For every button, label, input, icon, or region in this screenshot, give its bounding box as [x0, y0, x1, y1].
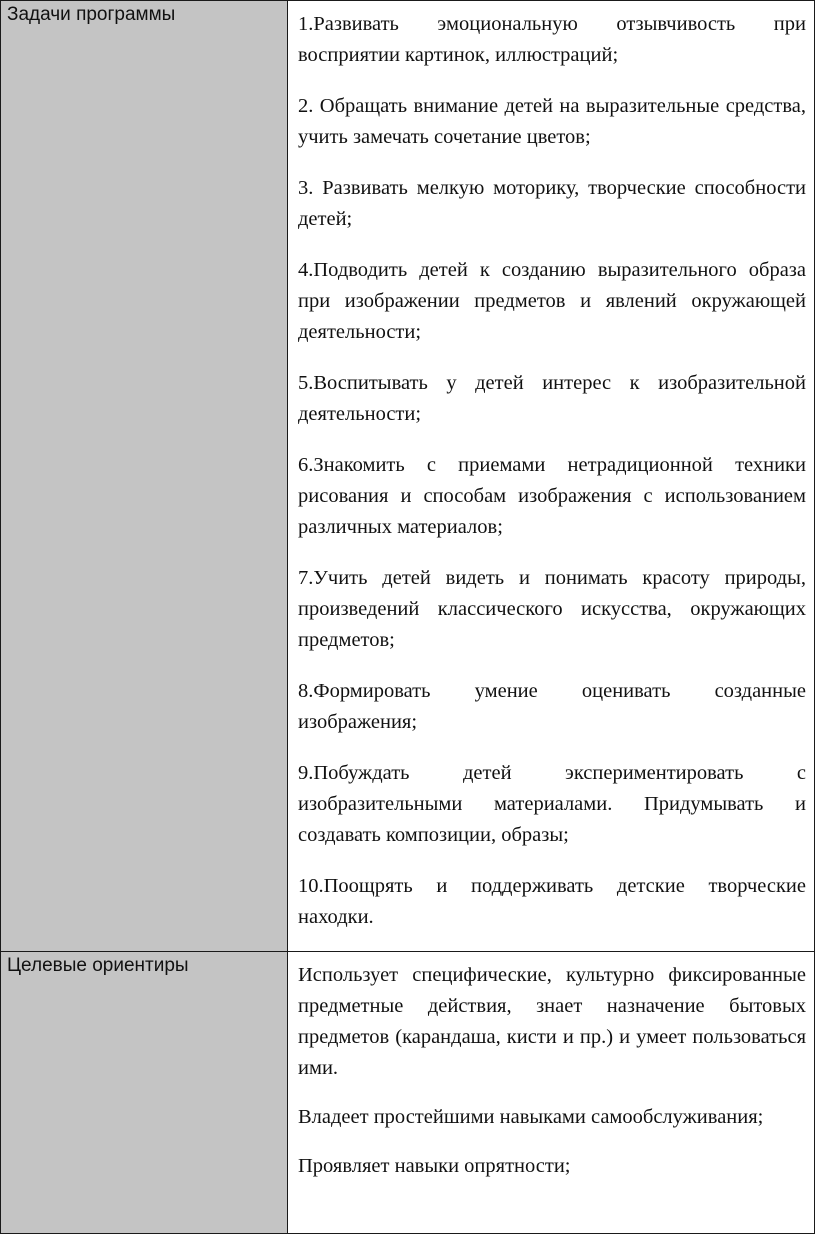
row-label-tasks: Задачи программы: [1, 1, 288, 952]
table-row-targets: [1, 952, 815, 1234]
task-item-9: 9.Побуждать детей экспериментировать с изобразительными материалами. Придумывать и создавать композиции, образы;: [298, 762, 806, 846]
table-row-tasks: [1, 1, 815, 952]
target-item-2: Владеет простейшими навыками самообслуживания;: [298, 1106, 764, 1128]
task-item-8: 8.Формировать умение оценивать созданные изображения;: [298, 680, 806, 733]
task-item-4: 4.Подводить детей к созданию выразительного образа при изображении предметов и явлений окружающей деятельности;: [298, 259, 806, 343]
task-item-10: 10.Поощрять и поддерживать детские творческие находки.: [298, 875, 806, 928]
target-item-3: Проявляет навыки опрятности;: [298, 1155, 571, 1177]
task-item-6: 6.Знакомить с приемами нетрадиционной техники рисования и способам изображения с использованием различных материалов;: [298, 454, 806, 538]
row-content-targets: [288, 952, 815, 1234]
task-item-7: 7.Учить детей видеть и понимать красоту природы, произведений классического искусства, окружающих предметов;: [298, 567, 806, 651]
row-content-tasks: [288, 1, 815, 952]
task-item-5: 5.Воспитывать у детей интерес к изобразительной деятельности;: [298, 372, 806, 425]
task-item-2: 2. Обращать внимание детей на выразительные средства, учить замечать сочетание цветов;: [298, 95, 806, 148]
task-item-3: 3. Развивать мелкую моторику, творческие способности детей;: [298, 177, 806, 230]
task-item-1: 1.Развивать эмоциональную отзывчивость при восприятии картинок, иллюстраций;: [298, 13, 806, 66]
row-label-targets: Целевые ориентиры: [1, 952, 288, 1234]
target-item-1: Использует специфические, культурно фиксированные предметные действия, знает назначение бытовых предметов (карандаша, кисти и пр.) и умеет пользоваться ими.: [298, 964, 806, 1079]
